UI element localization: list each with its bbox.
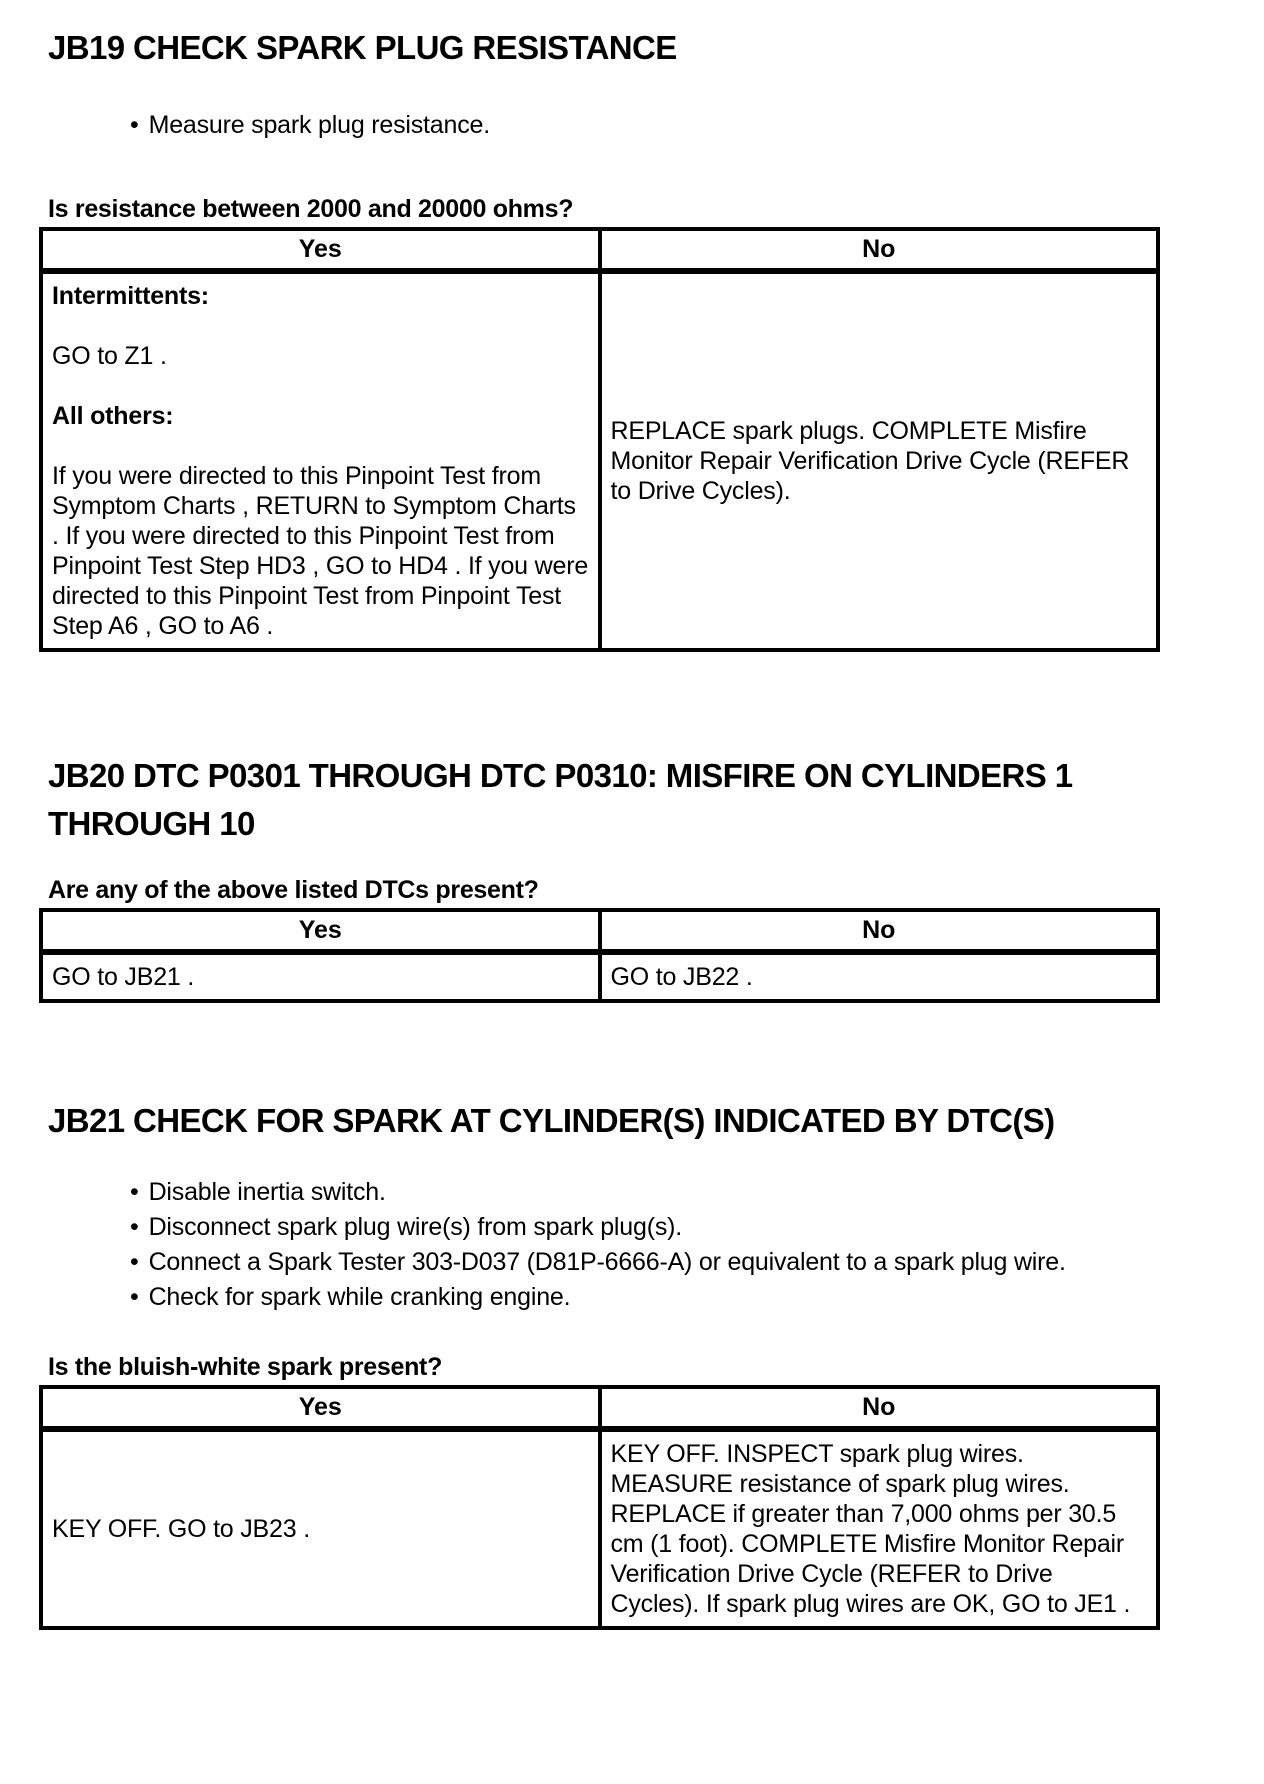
section-jb20-question: Are any of the above listed DTCs present? [48,876,539,904]
cell-paragraph: If you were directed to this Pinpoint Test from Symptom Charts , RETURN to Symptom Charts . If you were directed to this Pinpoint Test from Pinpoint Test Step HD3 , GO to HD4 . If you were directed to this Pinpoint Test from Pinpoint Test Step A6 , GO to A6 . [52,462,589,640]
cell-paragraph: GO to JB21 . [52,963,195,991]
yes-cell [41,271,600,650]
bullet-item: • Disable inertia switch. [130,1175,1264,1210]
section-jb21-question: Is the bluish-white spark present? [48,1353,443,1381]
cell-paragraph: GO to Z1 . [52,342,167,370]
bullet-item: • Check for spark while cranking engine. [130,1280,1264,1315]
bullet-item: • Disconnect spark plug wire(s) from spark plug(s). [130,1210,1264,1245]
no-column-header: No [600,1387,1159,1429]
no-cell [600,952,1159,1001]
section-jb19-title: JB19 CHECK SPARK PLUG RESISTANCE [48,29,677,66]
section-jb19-question: Is resistance between 2000 and 20000 ohms? [48,195,574,223]
table-header-row [41,1387,1158,1429]
cell-paragraph: GO to JB22 . [610,963,753,991]
yes-cell [41,1429,600,1628]
no-column-header: No [600,229,1159,271]
bullet-item: • Connect a Spark Tester 303-D037 (D81P-6666-A) or equivalent to a spark plug wire. [130,1245,1264,1280]
section-jb21-bullet-list [130,1175,1264,1315]
table-header-row [41,229,1158,271]
decision-table-jb21 [39,1385,1160,1630]
section-jb20 [48,752,1264,1003]
table-body-row [41,271,1158,650]
section-jb20-title: JB20 DTC P0301 THROUGH DTC P0310: MISFIRE ON CYLINDERS 1 THROUGH 10 [48,757,1073,842]
section-jb21-title: JB21 CHECK FOR SPARK AT CYLINDER(S) INDICATED BY DTC(S) [48,1102,1055,1139]
yes-cell [41,952,600,1001]
yes-column-header: Yes [41,910,600,952]
section-jb19 [48,24,1264,652]
decision-table-jb19 [39,227,1160,652]
section-jb19-bullet-list [130,108,1264,143]
cell-paragraph: KEY OFF. INSPECT spark plug wires. MEASURE resistance of spark plug wires. REPLACE if greater than 7,000 ohms per 30.5 cm (1 foot). COMPLETE Misfire Monitor Repair Verification Drive Cycle (REFER to Drive Cycles). If spark plug wires are OK, GO to JE1 . [610,1440,1131,1618]
table-body-row [41,952,1158,1001]
bullet-item: • Measure spark plug resistance. [130,108,1264,143]
section-jb21 [48,1097,1264,1630]
no-cell [600,271,1159,650]
cell-paragraph: KEY OFF. GO to JB23 . [52,1515,310,1543]
cell-paragraph: All others: [52,402,174,430]
no-cell [600,1429,1159,1628]
yes-column-header: Yes [41,229,600,271]
yes-column-header: Yes [41,1387,600,1429]
table-header-row [41,910,1158,952]
table-body-row [41,1429,1158,1628]
no-column-header: No [600,910,1159,952]
cell-paragraph: Intermittents: [52,282,209,310]
decision-table-jb20 [39,908,1160,1003]
cell-paragraph: REPLACE spark plugs. COMPLETE Misfire Monitor Repair Verification Drive Cycle (REFER to Drive Cycles). [610,417,1130,505]
